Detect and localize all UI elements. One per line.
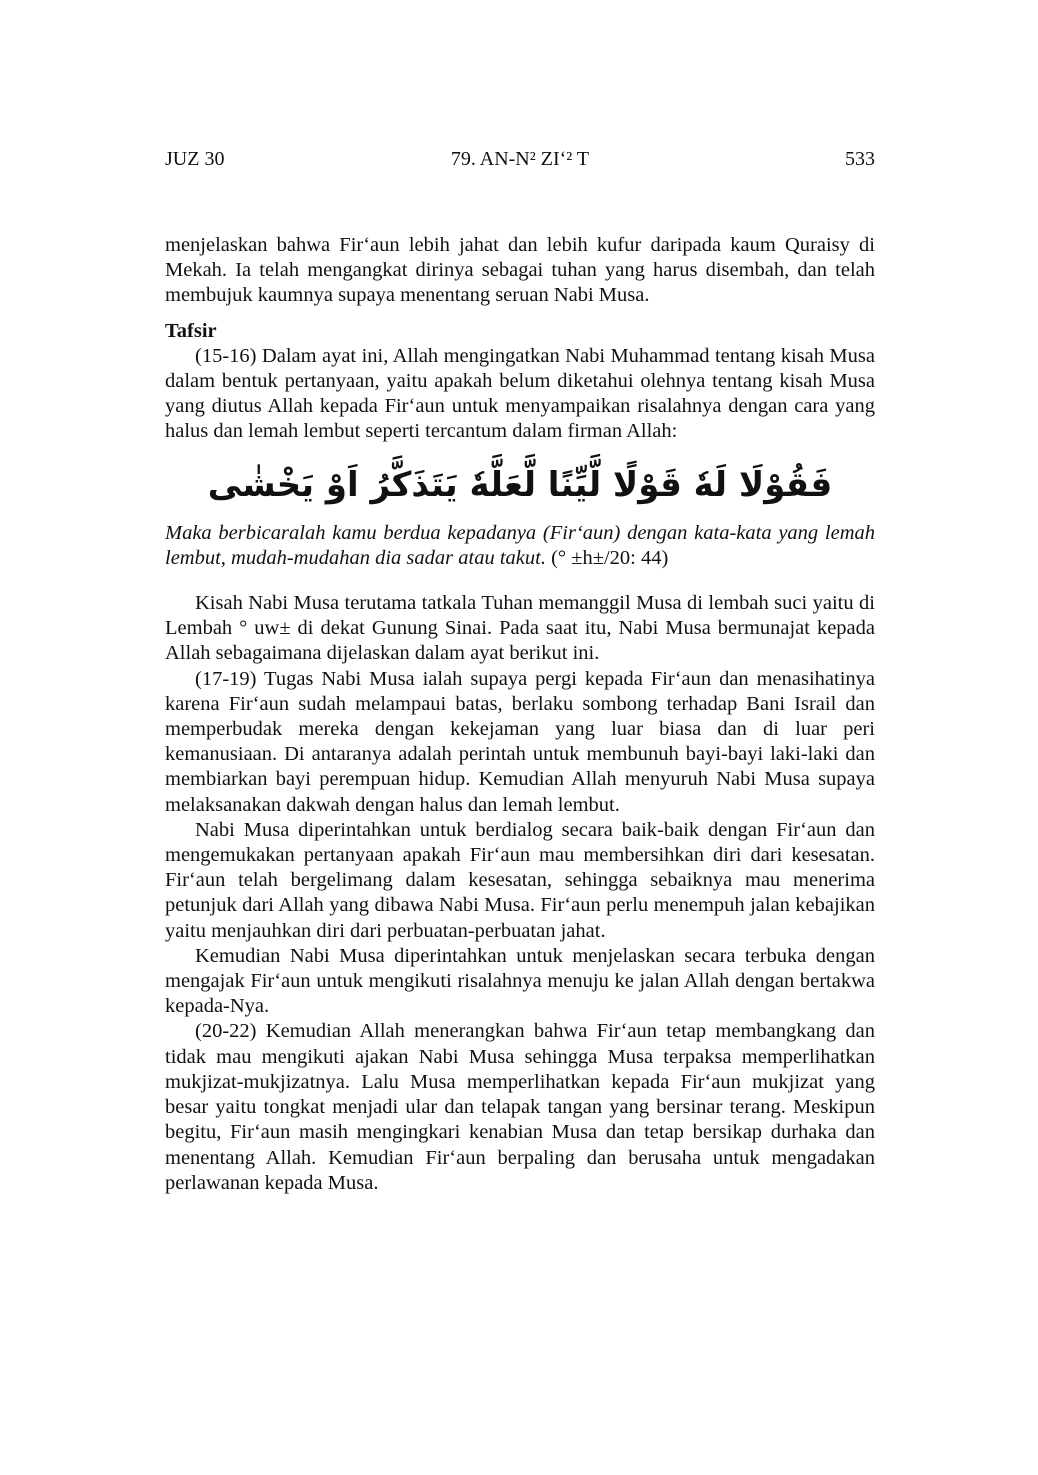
translation-text: Maka berbicaralah kamu berdua kepadanya (Fir‘aun) dengan kata-kata yang lemah lembut, mudah-mudahan dia sadar atau takut. <box>165 521 875 569</box>
spacer <box>165 571 875 591</box>
page-body <box>165 233 875 1196</box>
intro-paragraph: menjelaskan bahwa Fir‘aun lebih jahat dan lebih kufur daripada kaum Quraisy di Mekah. Ia telah mengangkat dirinya sebagai tuhan yang harus disembah, dan telah membujuk kaumnya supaya menentang seruan Nabi Musa. <box>165 234 875 307</box>
kisah-paragraph: Kisah Nabi Musa terutama tatkala Tuhan memanggil Musa di lembah suci yaitu di Lembah ° uw± di dekat Gunung Sinai. Pada saat itu, Nabi Musa bermunajat kepada Allah sebagaimana dijelaskan dalam ayat berikut ini. <box>165 592 875 665</box>
section-heading: Tafsir <box>165 319 217 342</box>
surah-title: 79. AN-N² ZI‘² T <box>450 148 590 170</box>
tafsir-15-16-paragraph: (15-16) Dalam ayat ini, Allah mengingatkan Nabi Muhammad tentang kisah Musa dalam bentuk pertanyaan, yaitu apakah belum diketahui olehnya tentang kisah Musa yang diutus Allah kepada Fir‘aun untuk menyampaikan risalahnya dengan cara yang halus dan lemah lembut seperti tercantum dalam firman Allah: <box>165 344 875 443</box>
tafsir-17-19-paragraph: (17-19) Tugas Nabi Musa ialah supaya pergi kepada Fir‘aun dan menasihatinya karena Fir‘aun sudah melampaui batas, berlaku sombong terhadap Bani Israil dan memperbudak mereka dengan kekejaman yang luar biasa dan di luar peri kemanusiaan. Di antaranya adalah perintah untuk membunuh bayi-bayi laki-laki dan membiarkan bayi perempuan hidup. Kemudian Allah menyuruh Nabi Musa supaya melaksanakan dakwah dengan halus dan lemah lembut. <box>165 667 875 816</box>
arabic-verse: فَقُوْلَا لَهٗ قَوْلًا لَّيِّنًا لَّعَلَّهٗ يَتَذَكَّرُ اَوْ يَخْشٰى <box>207 464 833 505</box>
dialog-paragraph: Nabi Musa diperintahkan untuk berdialog secara baik-baik dengan Fir‘aun dan mengemukakan pertanyaan apakah Fir‘aun mau membersihkan diri dari kesesatan. Fir‘aun telah bergelimang dalam kesesatan, sehingga sebaiknya mau menerima petunjuk dari Allah yang dibawa Nabi Musa. Fir‘aun perlu menempuh jalan kebajikan yaitu menjauhkan diri dari perbuatan-perbuatan jahat. <box>165 818 875 942</box>
page-number: 533 <box>845 148 875 170</box>
verse-reference: (° ±h±/20: 44) <box>545 546 669 569</box>
running-header <box>165 146 875 172</box>
juz-label: JUZ 30 <box>165 148 225 170</box>
verse-translation <box>165 521 875 571</box>
menjelaskan-paragraph: Kemudian Nabi Musa diperintahkan untuk menjelaskan secara terbuka dengan mengajak Fir‘aun untuk mengikuti risalahnya menuju ke jalan Allah dengan bertakwa kepada-Nya. <box>165 944 875 1018</box>
tafsir-20-22-paragraph: (20-22) Kemudian Allah menerangkan bahwa Fir‘aun tetap membangkang dan tidak mau mengikuti ajakan Nabi Musa sehingga Musa terpaksa memperlihatkan mukjizat-mukjizatnya. Lalu Musa memperlihatkan kepada Fir‘aun mukjizat yang besar yaitu tongkat menjadi ular dan telapak tangan yang bersinar terang. Meskipun begitu, Fir‘aun masih mengingkari kenabian Musa dan tetap bersikap durhaka dan menentang Allah. Kemudian Fir‘aun berpaling dan berusaha untuk mengadakan perlawanan kepada Musa. <box>165 1020 875 1194</box>
